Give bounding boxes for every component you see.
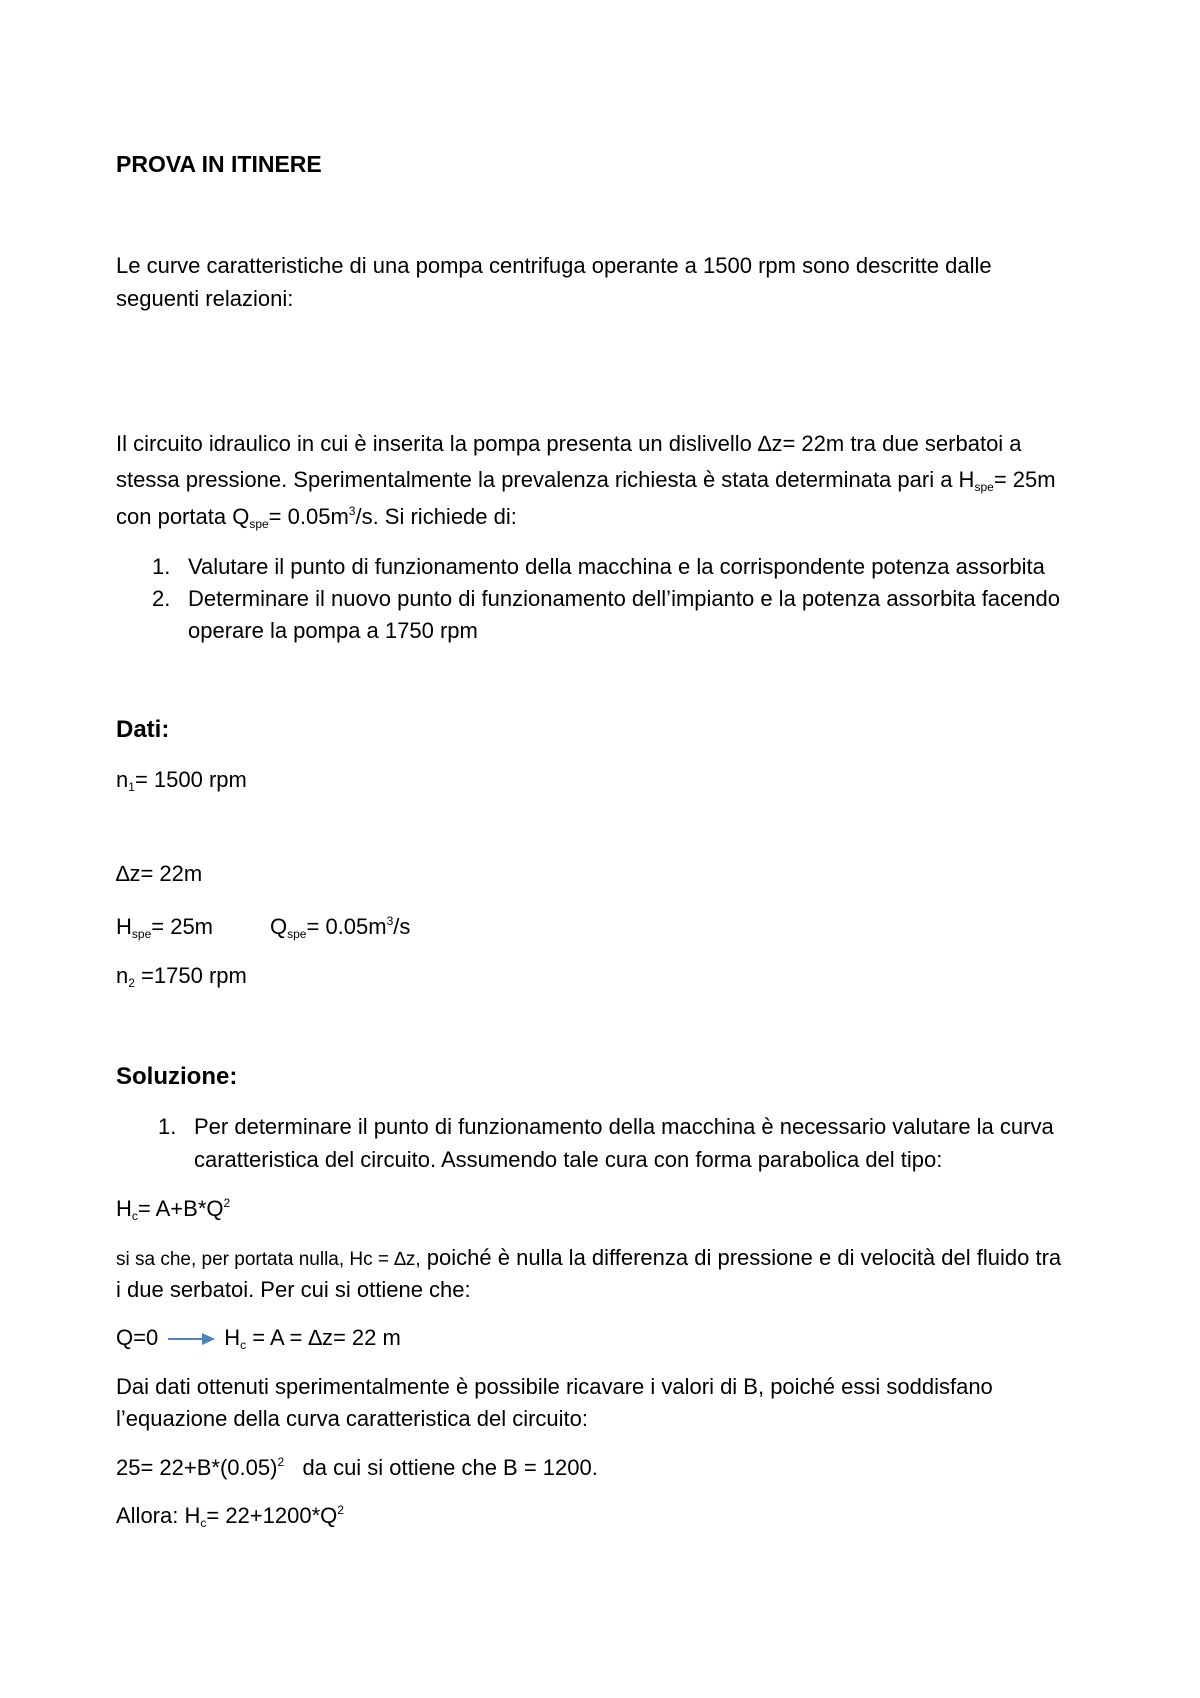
arrow-right-icon	[168, 1332, 216, 1346]
dati-heading: Dati:	[116, 716, 170, 743]
dai-line-1: Dai dati ottenuti sperimentalmente è possibile ricavare i valori di B, poiché essi soddisfano	[116, 1374, 993, 1399]
circuit-line-1: Il circuito idraulico in cui è inserita la pompa presenta un dislivello ∆z= 22m tra due serbatoi a	[116, 431, 1022, 456]
equation-hc: $H_c= A+B*Q^2$	[116, 1196, 231, 1223]
page-title: PROVA IN ITINERE	[116, 151, 322, 177]
task-2: 2. Determinare il nuovo punto di funzionamento dell’impianto e la potenza assorbita facendo	[152, 586, 1060, 611]
dati-qspe: $Q_{spe}= 0.05m^3/s$	[270, 914, 411, 941]
soluzione-heading: Soluzione:	[116, 1063, 238, 1090]
equation-final: Allora: $H_c= 22+1200*Q^2$	[116, 1503, 344, 1530]
note-line-1: si sa che, per portata nulla, Hc = ∆z, poiché è nulla la differenza di pressione e di velocità del fluido tra	[116, 1245, 1062, 1270]
solution-step-1-continuation: caratteristica del circuito. Assumendo tale cura con forma parabolica del tipo:	[194, 1147, 943, 1172]
task-2-number: 2.	[152, 586, 171, 611]
solution-step-number: 1.	[158, 1114, 177, 1139]
dai-line-2: l’equazione della curva caratteristica del circuito:	[116, 1406, 589, 1431]
q-zero-relation: Q=0 $H_c = A = \Delta z= 22$ m	[116, 1325, 401, 1352]
task-1: 1. Valutare il punto di funzionamento della macchina e la corrispondente potenza assorbita	[152, 554, 1045, 579]
solution-step-1: 1. Per determinare il punto di funzionamento della macchina è necessario valutare la curva	[158, 1114, 1054, 1139]
intro-line-2: seguenti relazioni:	[116, 286, 294, 311]
dati-hspe: $H_{spe}= 25m$	[116, 914, 214, 941]
note-line-2: i due serbatoi. Per cui si ottiene che:	[116, 1277, 471, 1302]
dati-dz: ∆z= 22m	[116, 861, 203, 886]
dati-n1: $n_1= 1500$ rpm	[116, 767, 247, 794]
task-2-continuation: operare la pompa a 1750 rpm	[188, 618, 478, 643]
circuit-line-3: con portata $Q_{spe}= 0.05m^3/s$. Si richiede di:	[116, 504, 517, 531]
intro-line-1: Le curve caratteristiche di una pompa centrifuga operante a 1500 rpm sono descritte dalle	[116, 253, 992, 278]
equation-b: $25= 22+B*(0.05)^2$ da cui si ottiene che B = 1200.	[116, 1455, 598, 1480]
circuit-line-2: stessa pressione. Sperimentalmente la prevalenza richiesta è stata determinata pari a $H_{spe}= 25m$	[116, 467, 1056, 494]
task-1-number: 1.	[152, 554, 171, 579]
dati-n2: $n_2 =1750$ rpm	[116, 963, 247, 990]
